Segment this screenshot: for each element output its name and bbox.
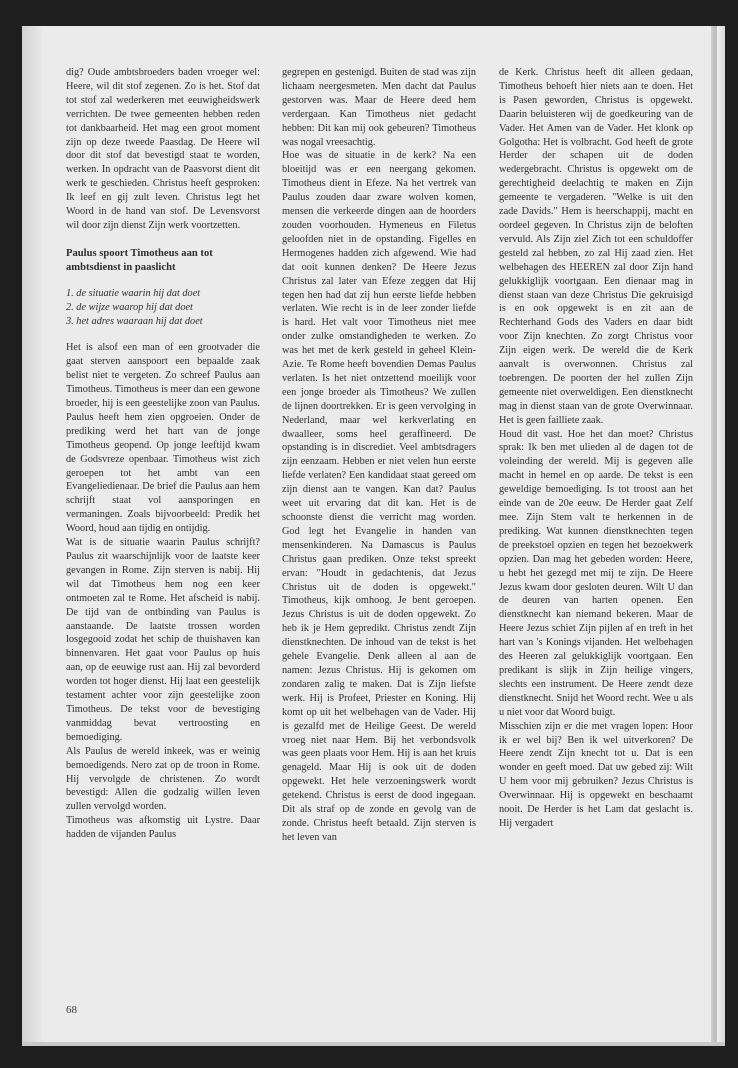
text-column-3 [499, 66, 693, 831]
text-column-1 [66, 66, 260, 842]
outline-item: 1. de situatie waarin hij dat doet [66, 287, 201, 299]
body-paragraph: Houd dit vast. Hoe het dan moet? Christus sprak: Ik ben met ulieden al de dagen tot de voleinding der wereld. Mij is gegeven alle macht in hemel en op aarde. De tekst is een geweldige bemoediging. Is tot troost aan het einde van de 20e eeuw. De Herder gaat Zelf mee. Zijn Stem valt te herkennen in de prediking. Wat kunnen dienstknechten tegen de preekstoel opzien en tegen het bezoekwerk opzien. Dan mag het gebeden worden: Heere, u hebt het gezegd met mij te zijn. De Heere Jezus kwam door gesloten deuren. Wilt U dan de deuren van harten openen. Een dienstknecht kan niemand bekeren. Maar de Heere Jezus schiet Zijn pijlen af en treft in het hart van 's Konings vijanden. Het welbehagen des Heeren zal gelukkiglijk voortgaan. Een predikant is slijk in Zijn heilige vingers, slechts een instrument. De Heere zendt deze dienstknecht. Snijd het Woord recht. Wee u als u niet voor dat Woord buigt. [499, 428, 693, 718]
document-page [22, 26, 725, 1046]
section-heading: Paulus spoort Timotheus aan tot ambtsdienst in paaslicht [66, 247, 213, 273]
page-gutter-shadow [22, 26, 42, 1046]
outline-item: 2. de wijze waarop hij dat doet [66, 301, 193, 313]
body-paragraph: Wat is de situatie waarin Paulus schrijft? Paulus zit waarschijnlijk voor de laatste keer gevangen in Rome. Zijn sterven is nabij. Hij wil dat Timotheus hem nog een keer ontmoeten zal te Rome. Het afscheid is nabij. De tijd van de ontbinding van Paulus is aanstaande. De laatste trossen worden losgegooid zodat het schip de thuishaven kan binnenvaren. Het gaat voor Paulus op huis aan, op de eeuwige rust aan. Hij zal bevorderd worden tot hoger dienst. Hij laat een geestelijk testament achter voor zijn geestelijke zoon Timotheus. De tekst voor de bevestiging vanmiddag bevat vertroosting en bemoediging. [66, 537, 260, 743]
body-paragraph: Het is alsof een man of een grootvader die gaat sterven aanspoort een bepaalde zaak belist niet te vergeten. Zo schreef Paulus aan Timotheus. Timotheus is meer dan een gewone broeder, hij is een geestelijke zoon van Paulus. Paulus heeft hem zien opgroeien. Onder de prediking werd het hart van de jonge Timotheus geopend. Op jonge leeftijd kwam de Godsvreze openbaar. Timotheus wist zich geroepen tot het ambt van een Evangeliedienaar. De brief die Paulus aan hem schrijft staat vol aansporingen en vermaningen. Zoals bijvoorbeeld: Predik het Woord, houd aan tijdig en ontijdig. [66, 342, 260, 535]
page-bottom-edge [22, 1042, 725, 1046]
intro-paragraph: dig? Oude ambtsbroeders baden vroeger wel: Heere, wil dit stof zegenen. Zo is het. Stof dat tot stof zal wederkeren met eeuwigheidswerk verrichten. De twee gemeenten hebben reden tot dankbaarheid. Het mag een groot moment zijn op deze tweede Paasdag. De Heere wil door dit stof dat bevestigd staat te worden, werken. In opdracht van de Paasvorst dient dit werk te geschieden. Christus heeft gesproken: Ik leef en gij zult leven. Christus legt het Woord in de hand van stof. De Levensvorst wil door zijn dienst Zijn werk voortzetten. [66, 67, 260, 231]
outline-item: 3. het adres waaraan hij dat doet [66, 315, 203, 327]
body-paragraph: Hoe was de situatie in de kerk? Na een bloeitijd was er een neergang gekomen. Timotheus dient in Efeze. Na het vertrek van Paulus zouden daar zware wolven komen, mensen die verkeerde dingen aan de hoorders zouden voorhouden. Hymeneus en Filetus geloofden niet in de opstanding. Figelles en Hermogenes hadden zich afgewend. Wie had dat ooit kunnen denken? De Heere Jezus Christus zal later van Efeze zeggen dat Hij tegen hen had dat zij hun eerste liefde hebben verlaten. Wie recht is in de leer zonder liefde is hard. Het valt voor Timotheus niet mee onder zulke omstandigheden te werken. Zo was het met de kerk gesteld in geheel Klein-Azie. Te Rome heeft bovendien Demas Paulus verlaten. Is het niet ontzettend moeilijk voor een jonge broeder als Timotheus? We zullen de lijnen doortrekken. Er is geen vervolging in Nederland, maar wel kerkverlating en dwaalleer, soms heel geraffineerd. De opstanding is in discrediet. Veel ambtsdragers zijn eenzaam. Hebben er niet velen hun eerste liefde verlaten? Een kandidaat staat gereed om zijn dienst aan te vangen. Kan dat? Paulus weet uit ervaring dat dit kan. Het is de schoonste dienst die verricht mag worden. God legt het Evangelie in handen van mensenkinderen. Na Damascus is Paulus Christus gaan prediken. Onze tekst spreekt ervan: "Houdt in gedachtenis, dat Jezus Christus uit de doden is opgewekt." Timotheus, kijk omhoog. Je bent geroepen. Jezus Christus is uit de doden opgewekt. Zo heb ik je Hem gepredikt. Christus zendt Zijn dienstknechten. De inhoud van de tekst is het gehele Evangelie. Denk alleen al aan de namen: Jezus Christus. Hij is gekomen om zondaren zalig te maken. Dat is Zijn liefste werk. Hij is Profeet, Priester en Koning. Hij komt op uit het welbehagen van de Vader. Hij is gezalfd met de Heilige Geest. De wereld vroeg niet naar Hem. Bij het verbondsvolk was geen plaats voor Hem. Hij is aan het kruis genageld. Maar Hij is ook uit de doden opgewekt. Het hele verzoeningswerk wordt getekend. Christus is eerst de dood ingegaan. Dit als straf op de zonde en gevolg van de zonde. Christus heeft betaald. Zijn sterven is het leven van [282, 150, 476, 843]
page-number: 68 [66, 1004, 77, 1016]
page-edge [711, 26, 725, 1046]
text-column-2 [282, 66, 476, 845]
body-paragraph: de Kerk. Christus heeft dit alleen gedaan, Timotheus behoeft hier niets aan te doen. Het is Pasen geworden, Christus is opgewekt. Daarin beluisteren wij de goedkeuring van de Vader. Het Amen van de Vader. Het klonk op Golgotha: Het is volbracht. God heeft de grote Herder der schapen uit de doden wedergebracht. Christus is opgewekt om de gerechtigheid deelachtig te maken en Zijn gemeente te vergaderen. "Welke is uit den zade Davids." Hem is heerschappij, macht en oordeel gegeven. In Christus zijn de beloften vervuld. Als Zijn ziel Zich tot een schuldoffer gesteld zal hebben, zo zal Hij zaad zien. Het welbehagen des HEEREN zal door Zijn hand gelukkiglijk voortgaan. Een dienaar mag in dienst staan van deze Christus Die gekruisigd is en ook opgewekt is en zit aan de Rechterhand Gods des Vaders en daar bidt voor Zijn knechten. Zo zorgt Christus voor Zijn eigen werk. De wereld die de Kerk aanvalt is overwonnen. Christus zal toebrengen. De poorten der hel zullen Zijn gemeente niet overweldigen. Een dienstknecht mag in dienst staan van de grote Overwinnaar. Het is geen failliete zaak. [499, 67, 693, 426]
outline-list [66, 287, 260, 329]
body-paragraph: gegrepen en gestenigd. Buiten de stad was zijn lichaam neergesmeten. Men dacht dat Paulus gestorven was. Maar de Heere deed hem verdergaan. Kan Timotheus niet gedacht hebben: Dit kan mij ook gebeuren? Timotheus was nogal vreesachtig. [282, 67, 476, 148]
body-paragraph: Timotheus was afkomstig uit Lystre. Daar hadden de vijanden Paulus [66, 815, 260, 841]
body-paragraph: Als Paulus de wereld inkeek, was er weinig bemoedigends. Nero zat op de troon in Rome. Hij vervolgde de christenen. Zo wordt bevestigd: Allen die godzalig willen leven zullen vervolgd worden. [66, 745, 260, 813]
body-paragraph: Misschien zijn er die met vragen lopen: Hoor ik er wel bij? Ben ik wel uitverkoren? De Heere zendt Zijn knecht tot u. Dat is een wonder en geeft moed. Dat uw gebed zij: Wilt U hem voor mij gebruiken? Jezus Christus is Overwinnaar. Hij is opgewekt en beschaamt nooit. De Herder is het Lam dat geslacht is. Hij vergadert [499, 720, 693, 829]
